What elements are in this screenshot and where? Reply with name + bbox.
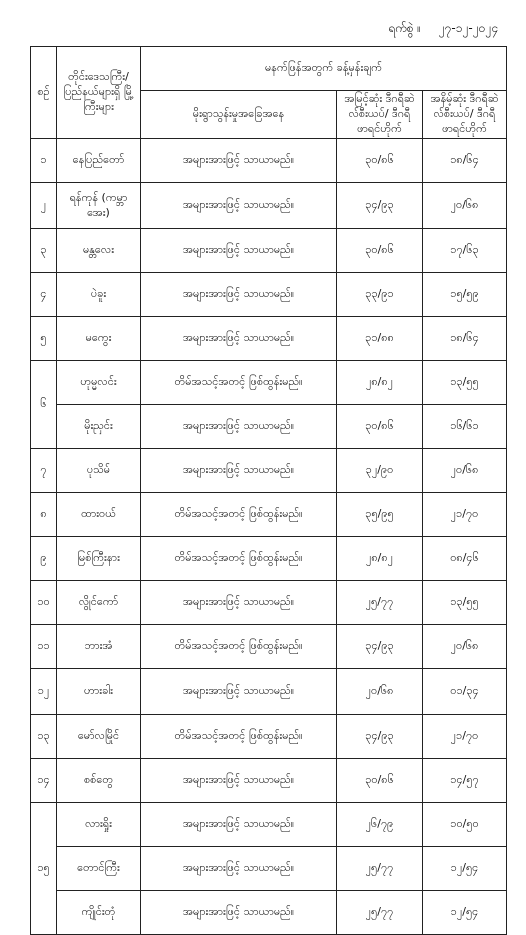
weather-cell: အများအားဖြင့် သာယာမည်။	[141, 139, 337, 183]
row-number-cell: ၂	[31, 183, 57, 229]
weather-cell: တိမ်အသင့်အတင့် ဖြစ်ထွန်းမည်။	[141, 715, 337, 759]
min-temp-cell: ၁၈/၆၄	[423, 139, 507, 183]
forecast-table	[30, 46, 507, 935]
weather-cell: အများအားဖြင့် သာယာမည်။	[141, 581, 337, 625]
city-cell: မိုးညှင်း	[57, 405, 141, 449]
row-number-cell: ၁၃	[31, 715, 57, 759]
min-temp-cell: ၀၈/၄၆	[423, 537, 507, 581]
table-row	[31, 669, 507, 715]
city-cell: ပုသိမ်	[57, 449, 141, 493]
max-temp-cell: ၂၈/၈၂	[337, 537, 423, 581]
weather-cell: အများအားဖြင့် သာယာမည်။	[141, 405, 337, 449]
city-cell: ဟုမ္မလင်း	[57, 361, 141, 405]
weather-cell: တိမ်အသင့်အတင့် ဖြစ်ထွန်းမည်။	[141, 493, 337, 537]
table-row	[31, 847, 507, 891]
max-temp-cell: ၂၅/၇၇	[337, 581, 423, 625]
table-row	[31, 891, 507, 935]
min-temp-cell: ၁၂/၅၄	[423, 847, 507, 891]
weather-cell: တိမ်အသင့်အတင့် ဖြစ်ထွန်းမည်။	[141, 361, 337, 405]
max-temp-cell: ၂၅/၇၇	[337, 847, 423, 891]
weather-cell: အများအားဖြင့် သာယာမည်။	[141, 183, 337, 229]
table-row	[31, 183, 507, 229]
weather-cell: အများအားဖြင့် သာယာမည်။	[141, 759, 337, 803]
weather-cell: အများအားဖြင့် သာယာမည်။	[141, 847, 337, 891]
row-number-cell: ၄	[31, 273, 57, 317]
header-region: တိုင်းဒေသကြီး/ ပြည်နယ်များရှိ မြို့ကြီးများ	[57, 47, 141, 139]
row-number-cell: ၇	[31, 449, 57, 493]
row-number-cell: ၅	[31, 317, 57, 361]
min-temp-cell: ၂၀/၆၈	[423, 449, 507, 493]
city-cell: ပဲခူး	[57, 273, 141, 317]
city-cell: ရန်ကုန် (ကမ္ဘာအေး)	[57, 183, 141, 229]
max-temp-cell: ၃၄/၉၃	[337, 715, 423, 759]
weather-cell: တိမ်အသင့်အတင့် ဖြစ်ထွန်းမည်။	[141, 625, 337, 669]
row-number-cell: ၁၀	[31, 581, 57, 625]
header-weather: မိုးရွာသွန်းမှုအခြေအနေ	[141, 91, 337, 139]
max-temp-cell: ၃၀/၈၆	[337, 229, 423, 273]
city-cell: မြစ်ကြီးနား	[57, 537, 141, 581]
table-row	[31, 581, 507, 625]
table-row	[31, 273, 507, 317]
header-forecast-group: မနက်ဖြန်အတွက် ခန့်မှန်းချက်	[141, 47, 507, 91]
min-temp-cell: ၂၁/၇၀	[423, 493, 507, 537]
min-temp-cell: ၁၄/၅၇	[423, 759, 507, 803]
city-cell: တောင်ကြီး	[57, 847, 141, 891]
city-cell: ဘားအံ	[57, 625, 141, 669]
row-number-cell: ၁	[31, 139, 57, 183]
city-cell: မကွေး	[57, 317, 141, 361]
weather-cell: အများအားဖြင့် သာယာမည်။	[141, 273, 337, 317]
min-temp-cell: ၁၀/၅၀	[423, 803, 507, 847]
table-row	[31, 139, 507, 183]
min-temp-cell: ၀၁/၃၄	[423, 669, 507, 715]
header-min-temp: အနိမ့်ဆုံး ဒီဂရီဆဲလ်စီးယပ်/ ဒီဂရီဖာရင်ဟိုက်	[423, 91, 507, 139]
min-temp-cell: ၁၈/၆၄	[423, 317, 507, 361]
city-cell: စစ်တွေ	[57, 759, 141, 803]
weather-cell: အများအားဖြင့် သာယာမည်။	[141, 229, 337, 273]
row-number-cell: ၃	[31, 229, 57, 273]
weather-cell: အများအားဖြင့် သာယာမည်။	[141, 669, 337, 715]
max-temp-cell: ၂၈/၈၂	[337, 361, 423, 405]
min-temp-cell: ၁၃/၅၅	[423, 361, 507, 405]
row-number-cell: ၆	[31, 361, 57, 449]
row-number-cell: ၁၄	[31, 759, 57, 803]
max-temp-cell: ၃၀/၈၆	[337, 405, 423, 449]
max-temp-cell: ၃၄/၉၃	[337, 183, 423, 229]
date-label: ရက်စွဲ ။	[388, 21, 421, 35]
row-number-cell: ၉	[31, 537, 57, 581]
table-row	[31, 537, 507, 581]
table-row	[31, 449, 507, 493]
min-temp-cell: ၂၀/၆၈	[423, 183, 507, 229]
max-temp-cell: ၃၅/၉၅	[337, 493, 423, 537]
min-temp-cell: ၁၇/၆၃	[423, 229, 507, 273]
row-number-cell: ၁၅	[31, 803, 57, 935]
table-row	[31, 803, 507, 847]
city-cell: မန္တလေး	[57, 229, 141, 273]
weather-cell: အများအားဖြင့် သာယာမည်။	[141, 891, 337, 935]
max-temp-cell: ၃၀/၈၆	[337, 759, 423, 803]
city-cell: မော်လမြိုင်	[57, 715, 141, 759]
city-cell: လားရှိုး	[57, 803, 141, 847]
date-value: ၂၇-၁၂-၂၀၂၄	[438, 21, 498, 35]
weather-cell: တိမ်အသင့်အတင့် ဖြစ်ထွန်းမည်။	[141, 537, 337, 581]
table-row	[31, 361, 507, 405]
min-temp-cell: ၁၅/၅၉	[423, 273, 507, 317]
row-number-cell: ၁၁	[31, 625, 57, 669]
min-temp-cell: ၁၆/၆၁	[423, 405, 507, 449]
table-body	[31, 139, 507, 935]
table-row	[31, 405, 507, 449]
weather-cell: အများအားဖြင့် သာယာမည်။	[141, 803, 337, 847]
max-temp-cell: ၃၀/၈၆	[337, 139, 423, 183]
date-line	[388, 20, 498, 38]
row-number-cell: ၈	[31, 493, 57, 537]
max-temp-cell: ၃၄/၉၃	[337, 625, 423, 669]
city-cell: လွိုင်ကော်	[57, 581, 141, 625]
max-temp-cell: ၃၂/၉၀	[337, 449, 423, 493]
max-temp-cell: ၂၅/၇၇	[337, 891, 423, 935]
max-temp-cell: ၃၁/၈၈	[337, 317, 423, 361]
table-row	[31, 715, 507, 759]
min-temp-cell: ၁၃/၅၅	[423, 581, 507, 625]
table-row	[31, 493, 507, 537]
min-temp-cell: ၂၁/၇၀	[423, 715, 507, 759]
city-cell: ကျိုင်းတုံ	[57, 891, 141, 935]
min-temp-cell: ၂၀/၆၈	[423, 625, 507, 669]
city-cell: ဟားခါး	[57, 669, 141, 715]
header-no: စဉ်	[31, 47, 57, 139]
table-row	[31, 317, 507, 361]
city-cell: နေပြည်တော်	[57, 139, 141, 183]
weather-cell: အများအားဖြင့် သာယာမည်။	[141, 317, 337, 361]
weather-cell: အများအားဖြင့် သာယာမည်။	[141, 449, 337, 493]
row-number-cell: ၁၂	[31, 669, 57, 715]
max-temp-cell: ၃၃/၉၁	[337, 273, 423, 317]
city-cell: ထားဝယ်	[57, 493, 141, 537]
header-max-temp: အမြင့်ဆုံး ဒီဂရီဆဲလ်စီးယပ်/ ဒီဂရီဖာရင်ဟိုက်	[337, 91, 423, 139]
max-temp-cell: ၂၀/၆၈	[337, 669, 423, 715]
table-row	[31, 229, 507, 273]
min-temp-cell: ၁၂/၅၄	[423, 891, 507, 935]
table-row	[31, 625, 507, 669]
table-row	[31, 759, 507, 803]
max-temp-cell: ၂၆/၇၉	[337, 803, 423, 847]
